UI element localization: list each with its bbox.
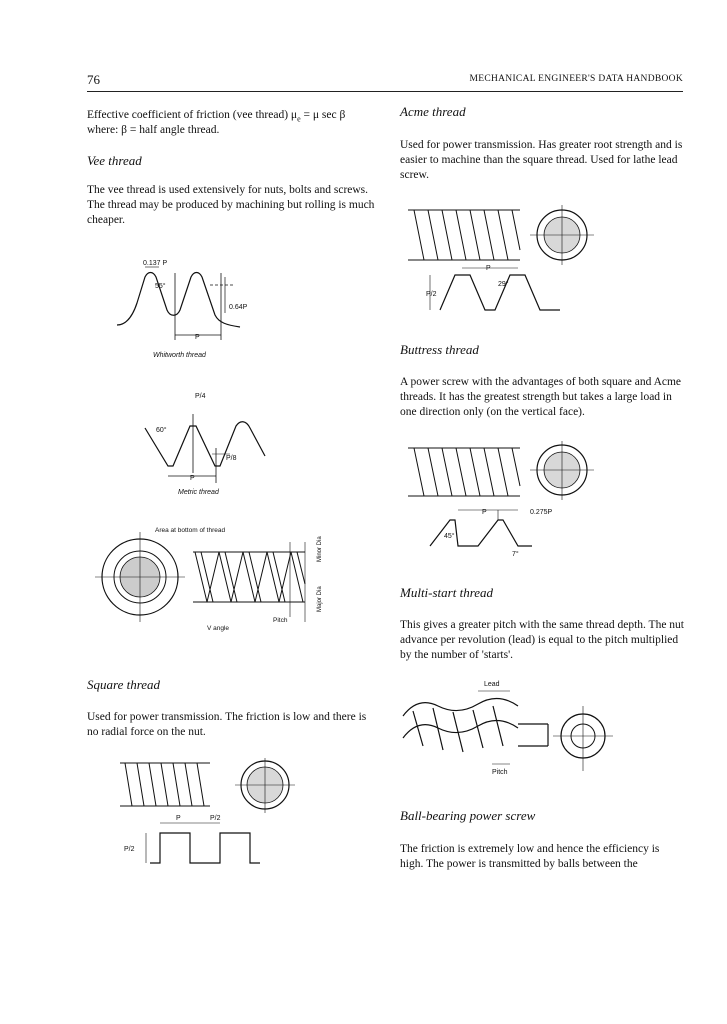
metric-angle: 60° <box>156 427 167 434</box>
vee-thread-screw-diagram <box>95 522 335 637</box>
buttress-angle1: 45° <box>444 533 455 540</box>
metric-pitch: P <box>190 475 195 482</box>
pitch-label: Pitch <box>273 617 288 624</box>
metric-thread-diagram <box>140 388 280 488</box>
whitworth-thread-diagram <box>115 255 255 345</box>
friction-where: where: β = half angle thread. <box>87 124 220 136</box>
buttress-angle2: 7° <box>512 551 519 558</box>
lead-label: Lead <box>484 681 500 688</box>
multi-pitch-label: Pitch <box>492 769 508 776</box>
metric-caption: Metric thread <box>178 489 219 496</box>
header-rule <box>87 91 683 92</box>
minor-dia-label: Minor Dia <box>317 536 323 562</box>
square-thread-diagram <box>110 758 300 868</box>
whitworth-caption: Whitworth thread <box>153 352 206 359</box>
whitworth-angle: 55° <box>155 283 166 290</box>
running-header: MECHANICAL ENGINEER'S DATA HANDBOOK <box>469 74 683 84</box>
buttress-thread-heading: Buttress thread <box>400 342 479 357</box>
v-angle-label: V angle <box>207 625 230 632</box>
acme-thread-text: Used for power transmission. Has greater root strength and is easier to machine than the square thread. Used for lathe lead screw. <box>400 139 683 181</box>
ball-bearing-text: The friction is extremely low and hence the efficiency is high. The power is transmitted by balls between the <box>400 843 660 870</box>
acme-angle: 29° <box>498 281 509 288</box>
vee-thread-text: The vee thread is used extensively for nuts, bolts and screws. The thread may be produced by machining but rolling is much cheaper. <box>87 184 375 226</box>
square-p2-side: P/2 <box>124 846 135 853</box>
acme-thread-diagram <box>400 200 610 320</box>
major-dia-label: Major Dia <box>317 586 323 612</box>
metric-top-label: P/4 <box>195 393 206 400</box>
buttress-p-label: P <box>482 509 487 516</box>
vee-thread-heading: Vee thread <box>87 153 142 168</box>
buttress-thread-diagram <box>400 438 610 563</box>
acme-thread-heading: Acme thread <box>400 104 466 119</box>
whitworth-top-label: 0.137 P <box>143 260 168 267</box>
buttress-flat: 0.275P <box>530 509 553 516</box>
multi-start-heading: Multi-start thread <box>400 585 494 600</box>
friction-formula: Effective coefficient of friction (vee thread) $\mu_e = \mu$ sec β <box>87 109 346 124</box>
square-p2-top: P/2 <box>210 815 221 822</box>
multi-start-thread-diagram <box>398 676 618 786</box>
whitworth-depth: 0.64P <box>229 304 248 311</box>
acme-p-label: P <box>486 265 491 272</box>
page-number: 76 <box>87 72 100 87</box>
whitworth-pitch: P <box>195 334 200 341</box>
square-thread-heading: Square thread <box>87 677 161 692</box>
acme-p2-label: P/2 <box>426 291 437 298</box>
metric-bottom-label: P/8 <box>226 455 237 462</box>
square-thread-text: Used for power transmission. The friction is low and there is no radial force on the nut. <box>87 711 367 738</box>
area-label: Area at bottom of thread <box>155 527 226 534</box>
ball-bearing-heading: Ball-bearing power screw <box>400 808 536 823</box>
square-p-label: P <box>176 815 181 822</box>
buttress-thread-text: A power screw with the advantages of both square and Acme threads. It has the greatest strength but takes a large load in one direction only (on the vertical face). <box>400 376 682 418</box>
multi-start-text: This gives a greater pitch with the same thread depth. The nut advance per revolution (lead) is equal to the pitch multiplied by the number of 'starts'. <box>400 619 685 661</box>
